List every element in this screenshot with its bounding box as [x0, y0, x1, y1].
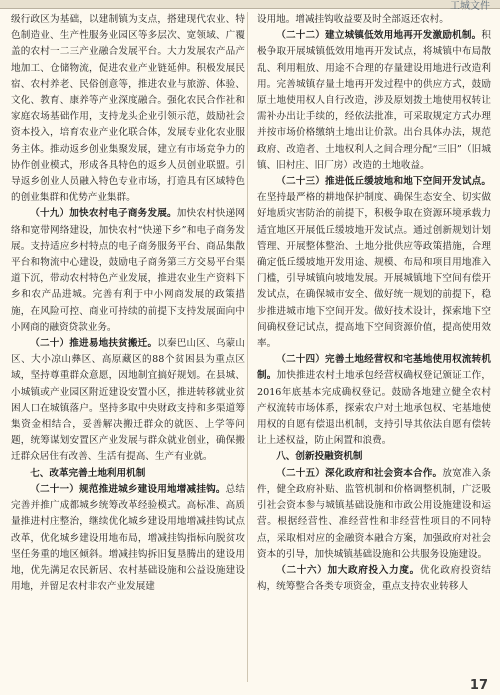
paragraph-body: 积极争取开展城镇低效用地再开发试点，将城镇中布局散乱、利用粗放、用途不合理的存量建设用地进行改造利用。完善城镇存量土地再开发过程中的供应方式，鼓励原土地使用权人自行改造，涉及原划拨土地使用权转让需补办出让手续的，经依法批准，可采取规定方式办理并按市场价格缴纳土地出让价款。出台具体办法，规范政府、改造者、土地权利人之间合理分配“三旧”（旧城镇、旧村庄、旧厂房）改造的土地收益。: [257, 30, 491, 171]
subsection-lead: （十九）加快农村电子商务发展。: [30, 208, 177, 220]
paragraph-body: 加快推进农村土地承包经营权确权登记颁证工作，2016年底基本完成确权登记。鼓励各地建立健全农村产权流转市场体系，探索农户对土地承包权、宅基地使用权的自愿有偿退出机制，支持引导其依法自愿有偿转让上述权益，防止闲置和浪费。: [257, 370, 492, 447]
section-heading: 七、改革完善土地利用机制: [30, 467, 146, 479]
paragraph-body: 总结完善并推广成都城乡统筹改革经验模式。高标准、高质量推进村庄整治，继续优化城乡建设用地增减挂钩试点改革，优化城乡建设用地布局，增减挂钩指标向脱贫攻坚任务重的地区倾斜。增减挂钩拆旧复垦腾出的建设用地，优先满足农民新居、农村基础设施和公益设施建设用地，并留足农村非农产业发展建: [11, 483, 246, 593]
paragraph: [257, 352, 491, 449]
page-number: 17: [469, 678, 488, 693]
paragraph: [11, 206, 245, 336]
subsection-lead: （二十二）建立城镇低效用地再开发激励机制。: [276, 30, 482, 42]
column-divider: [247, 12, 248, 682]
subsection-lead: （二十六）加大政府投入力度。: [276, 564, 420, 576]
header-label: 工城文件: [450, 1, 490, 12]
subsection-lead: （二十四）完善土地经营权和宅基地使用权流转机制。: [257, 354, 491, 382]
subsection-lead: （二十一）规范推进城乡建设用地增减挂钩。: [30, 483, 226, 495]
paragraph-body: 以秦巴山区、乌蒙山区、大小凉山彝区、高原藏区的88个贫困县为重点区域，坚持尊重群众意愿，因地制宜搞好规划。在县城、小城镇或产业园区附近建设安置小区，推进转移就业贫困人口在城镇落户。坚持多取中央财政支持和多渠道筹集资金相结合，妥善解决搬迁群众的就医、上学等问题，统筹谋划安置区产业发展与群众就业创业，确保搬迁群众居住有改善、生活有提高、生产有业就。: [11, 338, 246, 463]
section-heading: 八、创新投融资机制: [276, 451, 363, 463]
paragraph: [11, 482, 245, 595]
paragraph-body: 优化政府投资结构，统筹整合各类专项资金，重点支持农业转移人: [257, 564, 492, 593]
paragraph: [257, 563, 491, 595]
paragraph: [257, 174, 491, 352]
header-bar: [0, 0, 500, 12]
paragraph: [11, 336, 245, 466]
subsection-lead: （二十五）深化政府和社会资本合作。: [276, 467, 443, 479]
paragraph-body: 在坚持最严格的耕地保护制度、确保生态安全、切实做好地质灾害防治的前提下，积极争取在资源环境承载力适宜地区开展低丘缓坡地开发试点。通过创新规划计划管理、开展整体整治、土地分批供应等政策措施，合理确定低丘缓坡地开发用途、规模、布局和项目用地准入门槛，引导城镇向坡地发展。开展城镇地下空间有偿开发试点，在确保城市安全、做好统一规划的前提下，稳步推进城市地下空间开发。做好技术设计，探索地下空间确权登记试点，提高地下空间资源价值，提高使用效率。: [257, 192, 491, 350]
subsection-lead: （二十）推进易地扶贫搬迁。: [30, 338, 158, 350]
right-column: [257, 12, 491, 595]
paragraph: 级行政区为基础，以建制镇为支点，搭建现代农业、特色制造业、生产性服务业园区等多层次、宽领域、广覆盖的农村一二三产业融合发展平台。大力发展农产品产地加工、仓储物流，促进农业产业链延伸。积极发展民宿、农村养老、民俗创意等，推进农业与旅游、体验、文化、教育、康养等产业深度融合。强化农民合作社和家庭农场基础作用，支持龙头企业引领示范，鼓励社会资本投入，培育农业产业化联合体，发展专业化农业服务主体。推动返乡创业集聚发展，建立有市场竞争力的协作创业模式，形成各具特色的返乡人员创业联盟。引导返乡创业人员融入特色专业市场，打造具有区域特色的创业集群和优势产业集群。: [11, 14, 245, 204]
paragraph-body: 放宽准入条件，健全政府补贴、监管机制和价格调整机制，广泛吸引社会资本参与城镇基础设施和市政公用设施建设和运营。根据经营性、准经营性和非经营性项目的不同特点，采取相对应的金融资本融合方案，加强政府对社会资本的引导，加快城镇基础设施和公共服务设施建设。: [257, 467, 492, 560]
paragraph-body: 加快农村快递网络和宽带网络建设，加快农村“快递下乡”和电子商务发展。支持适应乡村特点的电子商务服务平台、商品集散平台和物流中心建设，鼓励电子商务第三方交易平台渠道下沉，带动农村特色产业发展，推进农业生产资料下乡和农产品进城。完善有利于中小网商发展的政策措施，在风险可控、商业可持续的前提下支持发展面向中小网商的融资贷款业务。: [11, 208, 246, 333]
paragraph: 设用地。增减挂钩收益要及时全部返还农村。: [257, 14, 449, 25]
paragraph: [257, 28, 491, 174]
subsection-lead: （二十三）推进低丘缓坡地和地下空间开发试点。: [276, 176, 491, 188]
paragraph: [257, 466, 491, 563]
left-column: [11, 12, 245, 595]
